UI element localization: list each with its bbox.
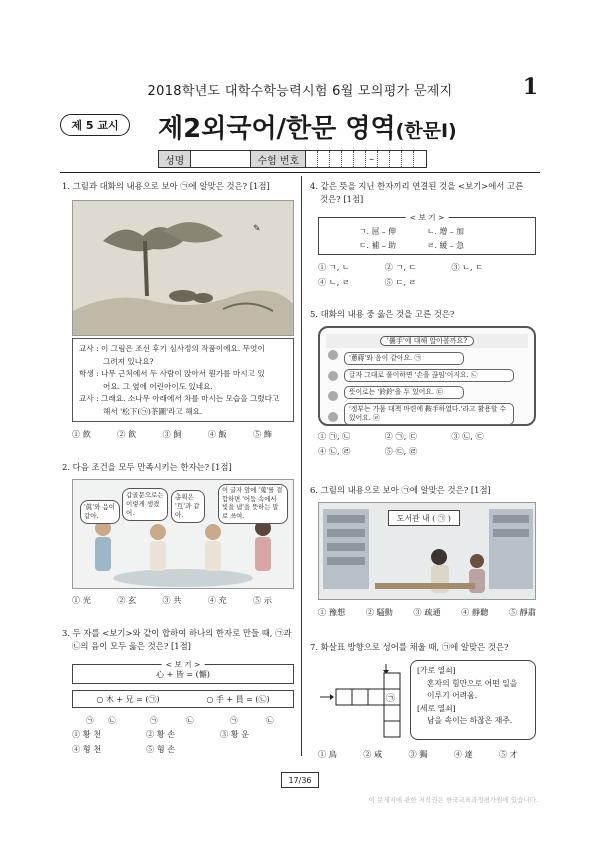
choice-4[interactable]: ④ ㄴ, ㄹ: [318, 277, 350, 287]
q6-title: 6. 그림의 내용으로 보아 ㉠에 알맞은 것은? [1점]: [310, 485, 491, 495]
message-a: '蔥蔣'와 음이 같아요. ㉠: [344, 352, 464, 365]
choice-3[interactable]: ③ ㉡, ㉢: [451, 431, 484, 441]
avatar-column: [328, 350, 338, 422]
exam-dash: –: [366, 151, 378, 167]
q4-title-2: 것은? [1점]: [320, 194, 364, 204]
choice-2[interactable]: ② 황 손: [146, 729, 176, 739]
q4-item-c: ㄷ. 補 – 助: [359, 241, 396, 250]
exam-number-label: 수험 번호: [251, 151, 306, 167]
q4-choices: [318, 261, 518, 289]
q3-problem-row: [72, 690, 294, 708]
message-d: '정부는 가뭄 대책 마련에 鞍手하였다.'라고 활용할 수 있어요. ㉣: [344, 403, 514, 425]
q7-clue-box: [410, 660, 536, 740]
choice-5[interactable]: ⑤ 示: [253, 595, 272, 605]
phone-messages: [344, 352, 526, 425]
q5-choices: [318, 430, 518, 458]
choice-4[interactable]: ④ ㉡, ㉣: [318, 446, 351, 456]
name-exam-box: [158, 150, 427, 168]
phone-title-text: '曇手'에 대해 알아볼까요?: [380, 336, 474, 346]
choice-2[interactable]: ② ㄱ, ㄷ: [384, 262, 417, 272]
q2-bubble-4: 이 글자 앞에 '蒐'를 결합하면 '어둠 속에서 빛을 냄'을 뜻하는 말로 쓰여.: [218, 484, 288, 524]
exam-digit-cell[interactable]: [378, 151, 390, 167]
column-divider: [301, 176, 302, 756]
choice-3[interactable]: ③ ㄴ, ㄷ: [451, 262, 484, 272]
q2-choices: [72, 594, 272, 607]
page-indicator: 17/36: [281, 772, 319, 788]
q4-title: 4. 같은 뜻을 지닌 한자끼리 연결된 것을 <보기>에서 고른: [310, 181, 524, 191]
crossword-grid: [318, 660, 408, 740]
q7-choices: [318, 748, 518, 761]
choice-2[interactable]: ② 騷動: [365, 607, 393, 617]
choice-1[interactable]: ① 豫想: [318, 607, 346, 617]
clue-across-2: 이루기 어려움.: [427, 691, 478, 700]
clue-across-1: 혼자의 힘만으로 어떤 일을: [427, 678, 518, 688]
q4-item-b: ㄴ. 增 – 加: [427, 227, 464, 236]
q3-title: 3. 두 자를 <보기>와 같이 합하여 하나의 한자로 만들 때, ㉠과: [62, 628, 292, 638]
col-header: ㉡: [266, 716, 274, 725]
q3-problem-b: ○ 手 + 員 = (㉡): [206, 694, 270, 704]
choice-3[interactable]: ③ 疏通: [413, 607, 441, 617]
exam-digit-cell[interactable]: [330, 151, 342, 167]
q4-example-box: [318, 213, 536, 255]
choice-5[interactable]: ⑤ ㉢, ㉣: [384, 446, 418, 456]
header-rule: [60, 172, 540, 173]
choice-5[interactable]: ⑤ 才: [499, 749, 518, 759]
question-4: [310, 180, 538, 206]
exam-digit-cell[interactable]: [342, 151, 354, 167]
exam-title: 2018학년도 대학수학능력시험 6월 모의평가 문제지: [147, 84, 453, 99]
subject-title: [158, 108, 457, 145]
clue-down-label: [세로 열쇠]: [417, 703, 456, 713]
period-badge: 제 5 교시: [60, 114, 130, 136]
q3-example-box: [72, 660, 294, 684]
exam-digit-cell[interactable]: [402, 151, 414, 167]
subject-sub: (한문Ⅰ): [395, 120, 457, 142]
choice-3[interactable]: ③ 獨: [408, 749, 428, 759]
choice-4[interactable]: ④ 靜聽: [461, 607, 489, 617]
clue-down: 남을 속이는 하찮은 재주.: [427, 716, 513, 725]
choice-5[interactable]: ⑤ 靜肅: [508, 607, 536, 617]
choice-2[interactable]: ② ㉠, ㉢: [384, 431, 418, 441]
svg-text:✎: ✎: [253, 224, 261, 234]
dialog-line: 해서 '松下(㉠)茶圖'라고 해요.: [103, 406, 203, 416]
choice-5[interactable]: ⑤ 飾: [253, 429, 272, 439]
dialog-line: 교사 : 그래요. 소나무 아래에서 차를 마시는 모습을 그렸다고: [79, 394, 280, 403]
name-label: 성명: [159, 151, 191, 167]
question-7: [310, 641, 538, 654]
col-header: ㉠: [230, 716, 238, 725]
col-header: ㉠: [150, 716, 158, 725]
dialog-line: 어요. 그 옆에 어린아이도 있네요.: [103, 381, 213, 391]
q1-choices: [72, 428, 272, 441]
choice-3[interactable]: ③ 황 운: [220, 729, 250, 739]
q4-item-d: ㄹ. 緩 – 急: [427, 241, 464, 250]
page-number-large: 1: [522, 74, 538, 100]
dialog-line: 학생 : 나무 근처에서 두 사람이 앉아서 뭔가를 마시고 있: [79, 369, 265, 378]
q3-formula: 心 + 皆 = (懈): [156, 670, 210, 679]
q7-title: 7. 화살표 방향으로 성어를 채울 때, ㉠에 알맞은 것은?: [310, 642, 509, 652]
library-sign: 도서관 내 ( ㉠ ): [388, 510, 460, 526]
choice-1[interactable]: ① 飲: [72, 429, 91, 439]
phone-title: [326, 334, 528, 348]
question-5: [310, 308, 538, 321]
choice-1[interactable]: ① ㄱ, ㄴ: [318, 262, 350, 272]
name-field[interactable]: [191, 151, 251, 167]
avatar: [328, 412, 338, 422]
smartphone-frame: [318, 326, 536, 426]
col-header: ㉡: [108, 716, 116, 725]
box-label: < 보 기 >: [162, 659, 205, 670]
exam-digit-cell[interactable]: [318, 151, 330, 167]
q2-title: 2. 다음 조건을 모두 만족시키는 한자는? [1점]: [62, 462, 232, 472]
question-3: [62, 627, 296, 653]
q2-bubble-3: 총획은 '互'과 같아.: [171, 490, 205, 523]
q5-title: 5. 대화의 내용 중 옳은 것을 고른 것은?: [310, 309, 455, 319]
q6-choices: [318, 606, 536, 619]
choice-5[interactable]: ⑤ 형 손: [146, 744, 176, 754]
dialog-line: 그려져 있나요?: [103, 356, 154, 366]
choice-1[interactable]: ① ㉠, ㉡: [318, 431, 351, 441]
dialog-line: 교사 : 이 그림은 조선 후기 심사정의 작품이에요. 무엇이: [79, 344, 265, 353]
choice-3[interactable]: ③ 飼: [162, 429, 182, 439]
choice-3[interactable]: ③ 共: [162, 595, 182, 605]
choice-2[interactable]: ② 玄: [117, 595, 137, 605]
avatar: [328, 371, 338, 381]
col-header: ㉠: [86, 716, 94, 725]
q4-item-a: ㄱ. 屈 – 伸: [359, 227, 396, 236]
choice-4[interactable]: ④ 達: [453, 749, 473, 759]
landscape-painting: [72, 200, 294, 336]
subject-main: 제2외국어/한문 영역: [158, 114, 396, 144]
question-6: [310, 484, 538, 497]
exam-digit-cell[interactable]: [306, 151, 318, 167]
choice-2[interactable]: ② 飮: [117, 429, 137, 439]
message-c: 뜻이로는 '鈴鈴'을 두 있어요. ㉢: [344, 386, 464, 399]
choice-1[interactable]: ① 鳥: [318, 749, 337, 759]
question-1: [62, 180, 294, 193]
q3-choices: [72, 714, 294, 756]
crossword-mark: ㉠: [386, 694, 396, 704]
question-2: [62, 461, 294, 474]
q1-title: 1. 그림과 대화의 내용으로 보아 ㉠에 알맞은 것은? [1점]: [62, 181, 270, 191]
choice-1[interactable]: ① 光: [72, 595, 91, 605]
message-b: 글자 그대로 풀이하면 '손을 끊임'이지요. ㉡: [344, 369, 514, 382]
copyright-footer: 이 문제지에 관한 저작권은 한국교육과정평가원에 있습니다.: [368, 796, 538, 804]
avatar: [328, 350, 338, 360]
exam-digit-cell[interactable]: [390, 151, 402, 167]
box-label: < 보 기 >: [406, 212, 449, 223]
q2-bubble-1: '眞'와 음이 같아.: [80, 500, 120, 524]
clue-across-label: [가로 열쇠]: [417, 666, 456, 675]
choice-2[interactable]: ② 咸: [363, 749, 383, 759]
choice-1[interactable]: ① 황 천: [72, 729, 102, 739]
choice-5[interactable]: ⑤ ㄷ, ㄹ: [384, 277, 417, 287]
q3-problem-a: ○ 木 + 兄 = (㉠): [96, 694, 160, 704]
q2-bubble-2: 갑골문으로는 이렇게 생겼어.: [122, 488, 168, 521]
q1-dialog: [72, 338, 294, 422]
choice-4[interactable]: ④ 飯: [207, 429, 227, 439]
exam-digit-cell[interactable]: [414, 151, 426, 167]
avatar: [328, 391, 338, 401]
col-header: ㉡: [186, 716, 194, 725]
exam-digit-cell[interactable]: [354, 151, 366, 167]
q3-title-2: ㉡의 음이 모두 옳은 것은? [1점]: [72, 641, 191, 651]
choice-4[interactable]: ④ 형 천: [72, 744, 102, 754]
choice-4[interactable]: ④ 充: [207, 595, 227, 605]
